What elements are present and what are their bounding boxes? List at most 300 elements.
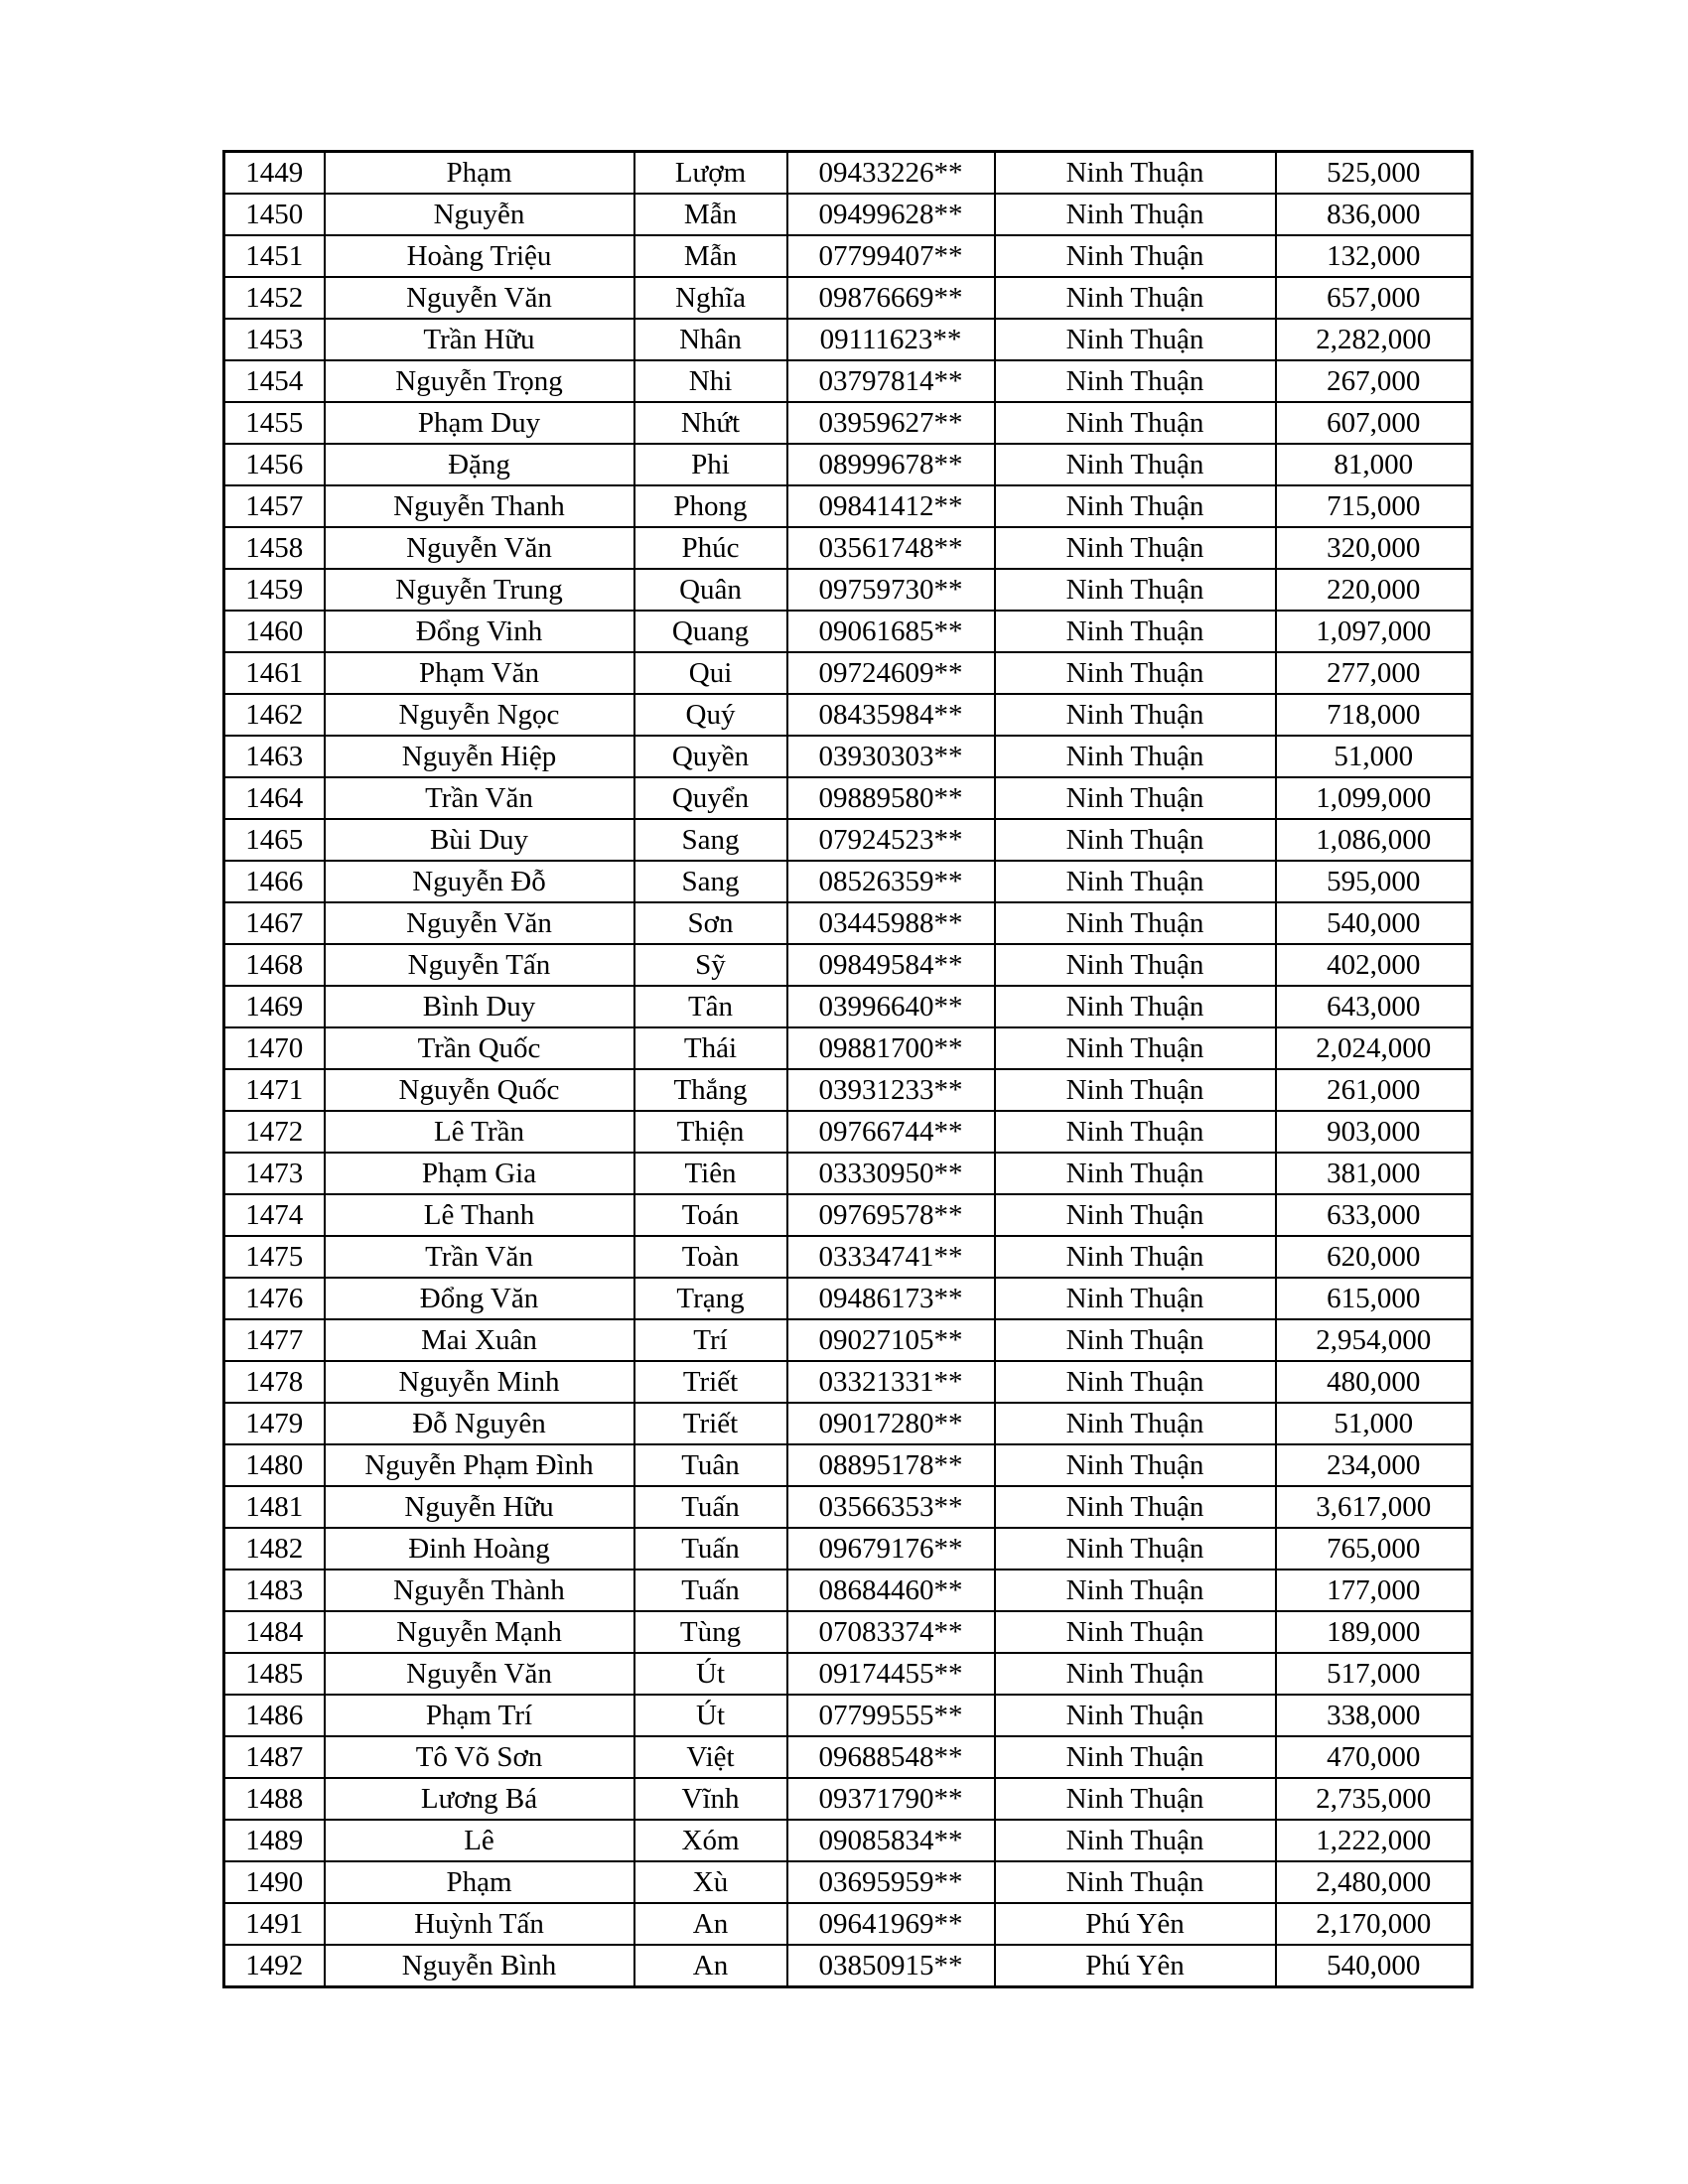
cell-amount: 338,000 (1276, 1695, 1473, 1736)
cell-province: Ninh Thuận (995, 1153, 1276, 1194)
cell-first-name: Út (634, 1695, 787, 1736)
cell-last-name: Nguyễn Thành (325, 1570, 634, 1611)
cell-id: 1487 (224, 1736, 325, 1778)
cell-last-name: Phạm Văn (325, 652, 634, 694)
table-row (224, 1653, 1473, 1695)
cell-id: 1466 (224, 861, 325, 902)
cell-last-name: Huỳnh Tấn (325, 1903, 634, 1945)
cell-amount: 633,000 (1276, 1194, 1473, 1236)
cell-amount: 1,086,000 (1276, 819, 1473, 861)
cell-first-name: Sang (634, 861, 787, 902)
table-row (224, 1695, 1473, 1736)
cell-first-name: Mẫn (634, 194, 787, 235)
cell-last-name: Bùi Duy (325, 819, 634, 861)
cell-phone: 09766744** (787, 1111, 995, 1153)
table-row (224, 777, 1473, 819)
cell-last-name: Lê Trần (325, 1111, 634, 1153)
cell-id: 1490 (224, 1861, 325, 1903)
cell-first-name: Xóm (634, 1820, 787, 1861)
cell-amount: 132,000 (1276, 235, 1473, 277)
cell-province: Ninh Thuận (995, 235, 1276, 277)
table-row (224, 1903, 1473, 1945)
cell-id: 1467 (224, 902, 325, 944)
cell-phone: 03695959** (787, 1861, 995, 1903)
table-row (224, 1611, 1473, 1653)
cell-phone: 09027105** (787, 1319, 995, 1361)
cell-phone: 08684460** (787, 1570, 995, 1611)
cell-id: 1456 (224, 444, 325, 485)
cell-amount: 765,000 (1276, 1528, 1473, 1570)
cell-id: 1481 (224, 1486, 325, 1528)
cell-province: Ninh Thuận (995, 1695, 1276, 1736)
cell-province: Ninh Thuận (995, 1027, 1276, 1069)
cell-first-name: Út (634, 1653, 787, 1695)
cell-id: 1491 (224, 1903, 325, 1945)
cell-phone: 09724609** (787, 652, 995, 694)
cell-id: 1457 (224, 485, 325, 527)
cell-phone: 03566353** (787, 1486, 995, 1528)
cell-last-name: Hoàng Triệu (325, 235, 634, 277)
cell-id: 1483 (224, 1570, 325, 1611)
cell-province: Ninh Thuận (995, 986, 1276, 1027)
cell-first-name: Thắng (634, 1069, 787, 1111)
cell-phone: 09111623** (787, 319, 995, 360)
table-row (224, 902, 1473, 944)
table-row (224, 402, 1473, 444)
table-row (224, 319, 1473, 360)
cell-province: Ninh Thuận (995, 1194, 1276, 1236)
cell-province: Ninh Thuận (995, 444, 1276, 485)
table-row (224, 1236, 1473, 1278)
cell-province: Ninh Thuận (995, 1861, 1276, 1903)
table-row (224, 444, 1473, 485)
cell-first-name: Xù (634, 1861, 787, 1903)
cell-phone: 09499628** (787, 194, 995, 235)
cell-first-name: Phúc (634, 527, 787, 569)
cell-last-name: Nguyễn Tấn (325, 944, 634, 986)
cell-id: 1489 (224, 1820, 325, 1861)
cell-first-name: Vĩnh (634, 1778, 787, 1820)
cell-province: Ninh Thuận (995, 1736, 1276, 1778)
cell-province: Ninh Thuận (995, 319, 1276, 360)
cell-province: Ninh Thuận (995, 1403, 1276, 1444)
cell-last-name: Nguyễn Văn (325, 902, 634, 944)
cell-first-name: Sỹ (634, 944, 787, 986)
cell-amount: 615,000 (1276, 1278, 1473, 1319)
cell-first-name: Triết (634, 1361, 787, 1403)
cell-province: Ninh Thuận (995, 902, 1276, 944)
cell-province: Phú Yên (995, 1945, 1276, 1987)
cell-id: 1484 (224, 1611, 325, 1653)
cell-first-name: Mẫn (634, 235, 787, 277)
cell-first-name: Phi (634, 444, 787, 485)
table-row (224, 1486, 1473, 1528)
cell-phone: 09641969** (787, 1903, 995, 1945)
cell-first-name: Sơn (634, 902, 787, 944)
cell-province: Ninh Thuận (995, 569, 1276, 611)
cell-last-name: Tô Võ Sơn (325, 1736, 634, 1778)
cell-amount: 2,282,000 (1276, 319, 1473, 360)
cell-province: Ninh Thuận (995, 485, 1276, 527)
cell-id: 1486 (224, 1695, 325, 1736)
table-row (224, 1528, 1473, 1570)
cell-last-name: Đổng Vinh (325, 611, 634, 652)
table-row (224, 1444, 1473, 1486)
cell-amount: 643,000 (1276, 986, 1473, 1027)
cell-province: Ninh Thuận (995, 694, 1276, 736)
cell-phone: 09841412** (787, 485, 995, 527)
table-row (224, 1736, 1473, 1778)
cell-last-name: Phạm (325, 152, 634, 195)
cell-province: Ninh Thuận (995, 944, 1276, 986)
cell-amount: 620,000 (1276, 1236, 1473, 1278)
cell-province: Ninh Thuận (995, 527, 1276, 569)
cell-phone: 09085834** (787, 1820, 995, 1861)
cell-phone: 03445988** (787, 902, 995, 944)
cell-id: 1482 (224, 1528, 325, 1570)
cell-amount: 261,000 (1276, 1069, 1473, 1111)
cell-province: Ninh Thuận (995, 1611, 1276, 1653)
cell-province: Ninh Thuận (995, 1444, 1276, 1486)
cell-id: 1449 (224, 152, 325, 195)
cell-last-name: Lê (325, 1820, 634, 1861)
cell-phone: 03321331** (787, 1361, 995, 1403)
cell-amount: 320,000 (1276, 527, 1473, 569)
cell-id: 1458 (224, 527, 325, 569)
cell-amount: 607,000 (1276, 402, 1473, 444)
cell-last-name: Đỗ Nguyên (325, 1403, 634, 1444)
cell-last-name: Bình Duy (325, 986, 634, 1027)
cell-first-name: Tân (634, 986, 787, 1027)
table-row (224, 1361, 1473, 1403)
cell-last-name: Lương Bá (325, 1778, 634, 1820)
cell-first-name: Thái (634, 1027, 787, 1069)
cell-province: Ninh Thuận (995, 360, 1276, 402)
cell-first-name: Triết (634, 1403, 787, 1444)
table-row (224, 1111, 1473, 1153)
table-row (224, 1194, 1473, 1236)
cell-last-name: Nguyễn Ngọc (325, 694, 634, 736)
cell-last-name: Trần Văn (325, 777, 634, 819)
cell-phone: 03330950** (787, 1153, 995, 1194)
cell-first-name: Nghĩa (634, 277, 787, 319)
cell-province: Ninh Thuận (995, 819, 1276, 861)
cell-id: 1460 (224, 611, 325, 652)
cell-id: 1471 (224, 1069, 325, 1111)
cell-amount: 836,000 (1276, 194, 1473, 235)
table-row (224, 485, 1473, 527)
cell-province: Ninh Thuận (995, 611, 1276, 652)
cell-first-name: Quang (634, 611, 787, 652)
cell-last-name: Đổng Văn (325, 1278, 634, 1319)
table-body (224, 152, 1473, 1987)
cell-id: 1453 (224, 319, 325, 360)
cell-last-name: Nguyễn Thanh (325, 485, 634, 527)
table-row (224, 152, 1473, 195)
cell-first-name: An (634, 1903, 787, 1945)
cell-id: 1470 (224, 1027, 325, 1069)
cell-first-name: Sang (634, 819, 787, 861)
cell-phone: 09371790** (787, 1778, 995, 1820)
cell-id: 1478 (224, 1361, 325, 1403)
cell-amount: 381,000 (1276, 1153, 1473, 1194)
table-row (224, 277, 1473, 319)
cell-phone: 03850915** (787, 1945, 995, 1987)
cell-last-name: Phạm Gia (325, 1153, 634, 1194)
cell-first-name: Qui (634, 652, 787, 694)
cell-amount: 402,000 (1276, 944, 1473, 986)
cell-province: Ninh Thuận (995, 1486, 1276, 1528)
cell-province: Ninh Thuận (995, 1528, 1276, 1570)
cell-first-name: Tuấn (634, 1486, 787, 1528)
cell-first-name: Toán (634, 1194, 787, 1236)
cell-id: 1452 (224, 277, 325, 319)
table-row (224, 652, 1473, 694)
cell-province: Ninh Thuận (995, 1778, 1276, 1820)
cell-amount: 81,000 (1276, 444, 1473, 485)
cell-id: 1472 (224, 1111, 325, 1153)
cell-phone: 03959627** (787, 402, 995, 444)
cell-phone: 09433226** (787, 152, 995, 195)
table-row (224, 694, 1473, 736)
cell-amount: 470,000 (1276, 1736, 1473, 1778)
table-row (224, 1820, 1473, 1861)
table-row (224, 1069, 1473, 1111)
cell-last-name: Đặng (325, 444, 634, 485)
cell-id: 1475 (224, 1236, 325, 1278)
cell-phone: 03996640** (787, 986, 995, 1027)
table-row (224, 360, 1473, 402)
cell-id: 1479 (224, 1403, 325, 1444)
cell-last-name: Nguyễn Quốc (325, 1069, 634, 1111)
cell-phone: 03561748** (787, 527, 995, 569)
cell-id: 1469 (224, 986, 325, 1027)
cell-last-name: Trần Hữu (325, 319, 634, 360)
cell-phone: 09061685** (787, 611, 995, 652)
cell-phone: 07083374** (787, 1611, 995, 1653)
cell-amount: 2,024,000 (1276, 1027, 1473, 1069)
cell-last-name: Nguyễn Trung (325, 569, 634, 611)
cell-phone: 08999678** (787, 444, 995, 485)
cell-last-name: Nguyễn Minh (325, 1361, 634, 1403)
table-row (224, 861, 1473, 902)
cell-amount: 657,000 (1276, 277, 1473, 319)
cell-phone: 03334741** (787, 1236, 995, 1278)
cell-id: 1462 (224, 694, 325, 736)
cell-province: Ninh Thuận (995, 194, 1276, 235)
cell-first-name: Thiện (634, 1111, 787, 1153)
cell-last-name: Nguyễn Hữu (325, 1486, 634, 1528)
cell-amount: 234,000 (1276, 1444, 1473, 1486)
table-row (224, 1403, 1473, 1444)
cell-province: Ninh Thuận (995, 1111, 1276, 1153)
cell-last-name: Nguyễn Văn (325, 1653, 634, 1695)
cell-amount: 2,170,000 (1276, 1903, 1473, 1945)
cell-phone: 09486173** (787, 1278, 995, 1319)
cell-first-name: Trạng (634, 1278, 787, 1319)
cell-last-name: Trần Văn (325, 1236, 634, 1278)
cell-first-name: Trí (634, 1319, 787, 1361)
cell-amount: 277,000 (1276, 652, 1473, 694)
cell-phone: 09769578** (787, 1194, 995, 1236)
cell-phone: 08526359** (787, 861, 995, 902)
cell-id: 1480 (224, 1444, 325, 1486)
cell-id: 1474 (224, 1194, 325, 1236)
cell-amount: 595,000 (1276, 861, 1473, 902)
cell-id: 1465 (224, 819, 325, 861)
cell-phone: 09889580** (787, 777, 995, 819)
cell-last-name: Nguyễn Trọng (325, 360, 634, 402)
cell-phone: 09876669** (787, 277, 995, 319)
cell-amount: 2,954,000 (1276, 1319, 1473, 1361)
cell-first-name: Quý (634, 694, 787, 736)
table-row (224, 194, 1473, 235)
table-row (224, 1027, 1473, 1069)
cell-last-name: Phạm (325, 1861, 634, 1903)
table-row (224, 569, 1473, 611)
cell-amount: 51,000 (1276, 736, 1473, 777)
cell-phone: 09881700** (787, 1027, 995, 1069)
cell-phone: 03930303** (787, 736, 995, 777)
table-row (224, 944, 1473, 986)
cell-id: 1476 (224, 1278, 325, 1319)
cell-id: 1473 (224, 1153, 325, 1194)
donor-list-table (222, 150, 1474, 1988)
table-row (224, 1278, 1473, 1319)
cell-amount: 1,099,000 (1276, 777, 1473, 819)
cell-id: 1454 (224, 360, 325, 402)
cell-amount: 718,000 (1276, 694, 1473, 736)
cell-last-name: Nguyễn Bình (325, 1945, 634, 1987)
cell-phone: 09849584** (787, 944, 995, 986)
cell-phone: 09017280** (787, 1403, 995, 1444)
cell-first-name: Tuấn (634, 1570, 787, 1611)
cell-first-name: Nhân (634, 319, 787, 360)
cell-phone: 09759730** (787, 569, 995, 611)
cell-first-name: Toàn (634, 1236, 787, 1278)
cell-province: Ninh Thuận (995, 1653, 1276, 1695)
cell-province: Ninh Thuận (995, 277, 1276, 319)
cell-amount: 525,000 (1276, 152, 1473, 195)
cell-province: Ninh Thuận (995, 402, 1276, 444)
cell-phone: 08435984** (787, 694, 995, 736)
cell-id: 1485 (224, 1653, 325, 1695)
cell-province: Ninh Thuận (995, 152, 1276, 195)
cell-first-name: Tuấn (634, 1528, 787, 1570)
cell-id: 1459 (224, 569, 325, 611)
cell-first-name: Quyển (634, 777, 787, 819)
cell-province: Ninh Thuận (995, 1319, 1276, 1361)
table-row (224, 1861, 1473, 1903)
table-row (224, 235, 1473, 277)
cell-amount: 540,000 (1276, 1945, 1473, 1987)
cell-phone: 08895178** (787, 1444, 995, 1486)
table-row (224, 1319, 1473, 1361)
cell-phone: 07799555** (787, 1695, 995, 1736)
cell-last-name: Nguyễn Mạnh (325, 1611, 634, 1653)
cell-phone: 07799407** (787, 235, 995, 277)
cell-last-name: Đinh Hoàng (325, 1528, 634, 1570)
cell-id: 1451 (224, 235, 325, 277)
cell-province: Ninh Thuận (995, 1069, 1276, 1111)
cell-first-name: An (634, 1945, 787, 1987)
cell-amount: 540,000 (1276, 902, 1473, 944)
cell-first-name: Tiên (634, 1153, 787, 1194)
cell-amount: 480,000 (1276, 1361, 1473, 1403)
table-row (224, 1945, 1473, 1987)
cell-id: 1450 (224, 194, 325, 235)
cell-province: Phú Yên (995, 1903, 1276, 1945)
cell-amount: 1,222,000 (1276, 1820, 1473, 1861)
cell-last-name: Phạm Duy (325, 402, 634, 444)
cell-amount: 3,617,000 (1276, 1486, 1473, 1528)
cell-amount: 1,097,000 (1276, 611, 1473, 652)
cell-first-name: Việt (634, 1736, 787, 1778)
cell-id: 1477 (224, 1319, 325, 1361)
cell-first-name: Phong (634, 485, 787, 527)
cell-first-name: Quân (634, 569, 787, 611)
cell-id: 1455 (224, 402, 325, 444)
cell-phone: 03797814** (787, 360, 995, 402)
cell-first-name: Tùng (634, 1611, 787, 1653)
cell-last-name: Mai Xuân (325, 1319, 634, 1361)
cell-amount: 903,000 (1276, 1111, 1473, 1153)
cell-amount: 517,000 (1276, 1653, 1473, 1695)
cell-first-name: Tuân (634, 1444, 787, 1486)
cell-id: 1468 (224, 944, 325, 986)
cell-id: 1464 (224, 777, 325, 819)
cell-amount: 189,000 (1276, 1611, 1473, 1653)
cell-province: Ninh Thuận (995, 1570, 1276, 1611)
cell-province: Ninh Thuận (995, 736, 1276, 777)
cell-amount: 177,000 (1276, 1570, 1473, 1611)
table-row (224, 1778, 1473, 1820)
cell-amount: 267,000 (1276, 360, 1473, 402)
table-row (224, 1153, 1473, 1194)
cell-amount: 2,735,000 (1276, 1778, 1473, 1820)
cell-last-name: Nguyễn Hiệp (325, 736, 634, 777)
cell-amount: 715,000 (1276, 485, 1473, 527)
cell-last-name: Lê Thanh (325, 1194, 634, 1236)
cell-phone: 07924523** (787, 819, 995, 861)
cell-province: Ninh Thuận (995, 1278, 1276, 1319)
cell-phone: 03931233** (787, 1069, 995, 1111)
cell-last-name: Nguyễn Văn (325, 277, 634, 319)
table-row (224, 611, 1473, 652)
cell-first-name: Nhi (634, 360, 787, 402)
table-row (224, 1570, 1473, 1611)
cell-phone: 09688548** (787, 1736, 995, 1778)
table-row (224, 986, 1473, 1027)
cell-amount: 2,480,000 (1276, 1861, 1473, 1903)
cell-first-name: Nhứt (634, 402, 787, 444)
cell-phone: 09679176** (787, 1528, 995, 1570)
cell-province: Ninh Thuận (995, 1236, 1276, 1278)
cell-province: Ninh Thuận (995, 1820, 1276, 1861)
table-row (224, 527, 1473, 569)
cell-phone: 09174455** (787, 1653, 995, 1695)
cell-province: Ninh Thuận (995, 861, 1276, 902)
cell-last-name: Phạm Trí (325, 1695, 634, 1736)
cell-id: 1463 (224, 736, 325, 777)
cell-last-name: Nguyễn (325, 194, 634, 235)
cell-id: 1488 (224, 1778, 325, 1820)
cell-id: 1492 (224, 1945, 325, 1987)
cell-amount: 51,000 (1276, 1403, 1473, 1444)
cell-last-name: Nguyễn Đỗ (325, 861, 634, 902)
cell-province: Ninh Thuận (995, 652, 1276, 694)
cell-first-name: Lượm (634, 152, 787, 195)
